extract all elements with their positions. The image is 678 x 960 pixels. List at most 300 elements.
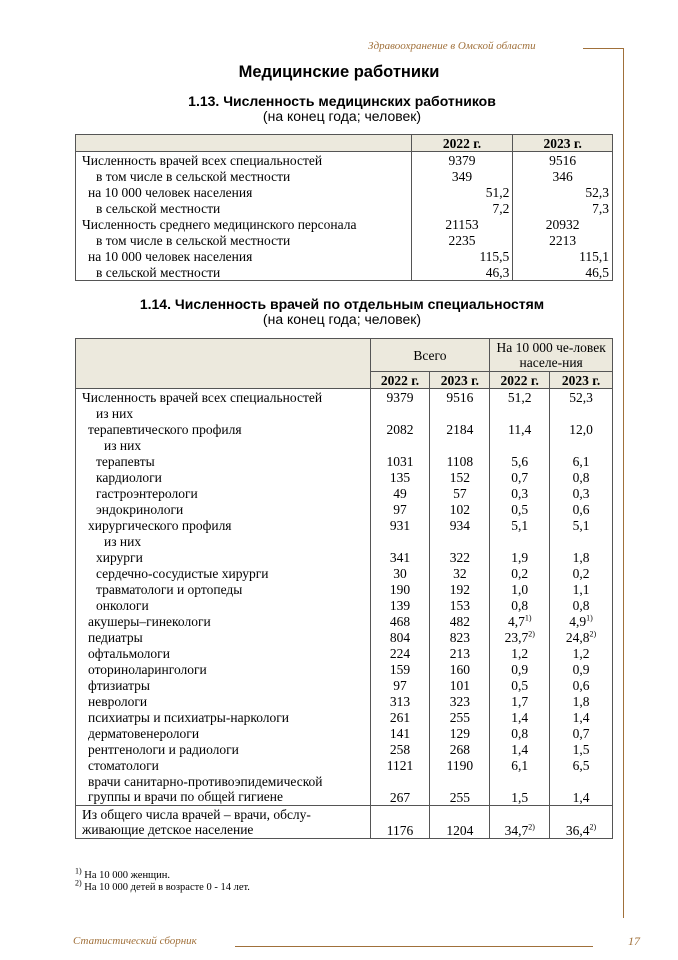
row-label: эндокринологи	[96, 501, 184, 517]
value-text: 129	[449, 725, 470, 741]
row-label: онкологи	[96, 597, 149, 613]
value-text: 153	[449, 597, 470, 613]
row-label: неврологи	[88, 693, 148, 709]
per10k-2023	[550, 469, 613, 485]
footnote-text: На 10 000 детей в возрасте 0 - 14 лет.	[81, 882, 250, 893]
value-text: 9516	[446, 389, 474, 405]
per10k-2023	[550, 501, 613, 517]
value-text: 0,3	[572, 485, 590, 501]
row-label: рентгенологи и радиологи	[88, 741, 239, 757]
total-2022	[370, 485, 430, 501]
per10k-2023	[550, 629, 613, 645]
row-label: Численность среднего медицинского персонала	[82, 216, 357, 232]
per10k-2023	[550, 389, 613, 406]
footnote-mark: 1)	[75, 866, 82, 876]
total-2022	[370, 549, 430, 565]
table-row	[76, 248, 613, 264]
value-text: 97	[393, 501, 407, 517]
value-text: 97	[393, 677, 407, 693]
value-text: 1,5	[572, 741, 590, 757]
value-text: 1031	[386, 453, 414, 469]
value-text: 0,5	[511, 501, 529, 517]
value-text: 101	[449, 677, 470, 693]
total-2023	[430, 389, 490, 406]
table-row	[76, 501, 613, 517]
value-text: 1,4	[572, 709, 590, 725]
value-2023: 115,1	[513, 248, 613, 264]
total-2023	[430, 581, 490, 597]
total-2023	[430, 629, 490, 645]
footnote-mark: 2)	[589, 822, 597, 832]
per10k-2022	[490, 677, 550, 693]
value-text: 323	[449, 693, 470, 709]
per10k-2023	[550, 597, 613, 613]
value-text: 1,9	[511, 549, 529, 565]
row-label: Численность врачей всех специальностей	[82, 152, 323, 168]
per10k-2022	[490, 469, 550, 485]
value-text: 5,6	[511, 453, 529, 469]
table-row	[76, 437, 613, 453]
value-text: 102	[449, 501, 470, 517]
footnote	[75, 866, 250, 882]
total-2022	[370, 757, 430, 773]
value-text: 255	[449, 709, 470, 725]
value-2022: 51,2	[411, 184, 513, 200]
doctors-by-specialty-table	[75, 338, 613, 839]
per10k-2022	[490, 421, 550, 437]
per10k-2023	[550, 806, 613, 839]
table1-title: 1.13. Численность медицинских работников	[188, 93, 496, 109]
table-row	[76, 216, 613, 232]
col-2023-header: 2023 г.	[513, 135, 613, 152]
table-row	[76, 453, 613, 469]
value-text: 24,8	[565, 629, 590, 645]
table-row	[76, 613, 613, 629]
row-label: хирурги	[96, 549, 143, 565]
total-2023	[430, 661, 490, 677]
footnote-mark: 2)	[528, 629, 535, 638]
row-label: Численность врачей всех специальностей	[82, 389, 323, 405]
value-text: 57	[453, 485, 467, 501]
value-text: 2082	[386, 421, 414, 437]
total-2022	[370, 565, 430, 581]
total-2022	[370, 613, 430, 629]
row-label: на 10 000 человек населения	[88, 248, 253, 264]
total-2022	[370, 629, 430, 645]
row-label: дерматовенерологи	[88, 725, 200, 741]
row-label-line: живающие детское население	[82, 822, 254, 837]
per10k-2023	[550, 421, 613, 437]
value-text: 6,1	[511, 757, 529, 773]
value-text: 804	[389, 629, 411, 645]
table-row	[76, 661, 613, 677]
value-text: 1,8	[572, 549, 590, 565]
page-number: 17	[628, 934, 640, 948]
value-text: 268	[449, 741, 470, 757]
row-label: в сельской местности	[96, 200, 221, 216]
value-2023: 2213	[513, 232, 613, 248]
value-text: 159	[389, 661, 411, 677]
value-2022: 349	[411, 168, 513, 184]
table-row	[76, 581, 613, 597]
value-text: 0,8	[511, 597, 529, 613]
value-2022: 2235	[411, 232, 513, 248]
value-text: 32	[453, 565, 467, 581]
per10k-2022	[490, 501, 550, 517]
page-border-rule	[623, 48, 624, 918]
per10k-2022	[490, 581, 550, 597]
per10k-2022	[490, 549, 550, 565]
per10k-2022	[490, 725, 550, 741]
value-text: 6,5	[572, 757, 590, 773]
total-2022	[370, 597, 430, 613]
row-label-line: Из общего числа врачей – врачи, обслу-	[82, 807, 311, 822]
value-text: 213	[449, 645, 470, 661]
total-2022	[370, 741, 430, 757]
per10k-2022	[490, 405, 550, 421]
table-row	[76, 549, 613, 565]
footnote-mark: 1)	[524, 613, 532, 622]
medical-workers-table	[75, 134, 613, 281]
per10k-2023	[550, 453, 613, 469]
row-label: кардиологи	[96, 469, 162, 485]
row-label: оториноларингологи	[88, 661, 207, 677]
total-2022	[370, 725, 430, 741]
per10k-2023	[550, 517, 613, 533]
total-2023	[430, 645, 490, 661]
footnote-mark: 2)	[75, 878, 82, 888]
per10k-2023	[550, 405, 613, 421]
value-text: 160	[449, 661, 470, 677]
total-2023: 1204	[430, 806, 490, 839]
row-label-line: врачи санитарно-противоэпидемической	[88, 774, 323, 789]
value-text: 1,0	[511, 581, 529, 597]
row-label: в сельской местности	[96, 264, 221, 280]
per10k-2023	[550, 437, 613, 453]
value-text: 1121	[386, 757, 414, 773]
per10k-2023	[550, 549, 613, 565]
per10k-2022	[490, 693, 550, 709]
total-2023	[430, 469, 490, 485]
table-row	[76, 485, 613, 501]
per10k-2023	[550, 661, 613, 677]
value-2022: 9379	[411, 152, 513, 169]
value-text: 4,9	[569, 613, 587, 629]
per10k-2022	[490, 453, 550, 469]
total-2023	[430, 501, 490, 517]
per10k-2022	[490, 741, 550, 757]
footnote	[75, 878, 250, 894]
value-text: 0,3	[511, 485, 529, 501]
value-2022: 115,5	[411, 248, 513, 264]
total-2023	[430, 549, 490, 565]
col-total-header: Всего	[370, 339, 490, 372]
total-2022	[370, 677, 430, 693]
value-2023: 52,3	[513, 184, 613, 200]
value-text: 0,6	[572, 677, 590, 693]
per10k-2022	[490, 709, 550, 725]
col-total-2023-header: 2023 г.	[430, 372, 490, 389]
value-2023: 20932	[513, 216, 613, 232]
header-blank-cell	[76, 135, 412, 152]
total-2023	[430, 517, 490, 533]
col-per10k-header: На 10 000 че-ловек населе-ния	[490, 339, 613, 372]
value-2022: 7,2	[411, 200, 513, 216]
per10k-2022	[490, 806, 550, 839]
total-2022	[370, 421, 430, 437]
table-row	[76, 264, 613, 281]
per10k-2023	[550, 677, 613, 693]
per10k-2022	[490, 437, 550, 453]
value-text: 0,7	[572, 725, 590, 741]
table-row	[76, 389, 613, 406]
total-2023	[430, 741, 490, 757]
footnotes	[75, 866, 250, 894]
value-text: 0,5	[511, 677, 529, 693]
row-label: терапевтического профиля	[88, 421, 242, 437]
table-row	[76, 677, 613, 693]
total-2022: 1176	[370, 806, 430, 839]
per10k-2022: 1,5	[490, 773, 550, 806]
value-text: 823	[449, 629, 470, 645]
per10k-2022	[490, 389, 550, 406]
total-2023	[430, 421, 490, 437]
value-text: 36,4	[565, 823, 590, 838]
per10k-2022	[490, 645, 550, 661]
table-row	[76, 405, 613, 421]
row-label: стоматологи	[88, 757, 159, 773]
table-row	[76, 629, 613, 645]
value-text: 135	[389, 469, 411, 485]
value-text: 313	[389, 693, 411, 709]
per10k-2023	[550, 581, 613, 597]
value-text: 4,7	[507, 613, 525, 629]
table-row	[76, 597, 613, 613]
total-2022	[370, 581, 430, 597]
col-total-2022-header: 2022 г.	[370, 372, 430, 389]
row-label: на 10 000 человек населения	[88, 184, 253, 200]
value-2023: 7,3	[513, 200, 613, 216]
total-2023	[430, 533, 490, 549]
table1-subtitle: (на конец года; человек)	[262, 108, 422, 124]
footer-title: Статистический сборник	[73, 935, 197, 947]
per10k-2023	[550, 741, 613, 757]
footnote-text: На 10 000 женщин.	[81, 870, 171, 881]
value-text: 1,1	[572, 581, 590, 597]
value-text: 2184	[446, 421, 474, 437]
table-row	[76, 645, 613, 661]
total-2022	[370, 693, 430, 709]
total-2023	[430, 757, 490, 773]
table2-title: 1.14. Численность врачей по отдельным специальностям	[139, 296, 545, 312]
table-header-row	[76, 339, 613, 372]
section-title: Медицинские работники	[238, 63, 440, 81]
header-blank-cell	[76, 339, 371, 389]
value-text: 482	[449, 613, 470, 629]
value-text: 322	[449, 549, 470, 565]
table-row	[76, 168, 613, 184]
value-text: 1,2	[511, 645, 529, 661]
per10k-2022	[490, 533, 550, 549]
header-rule	[583, 48, 624, 49]
value-2022: 46,3	[411, 264, 513, 281]
row-label: в том числе в сельской местности	[96, 168, 291, 184]
value-text: 1,8	[572, 693, 590, 709]
per10k-2023	[550, 613, 613, 629]
table-header-row	[76, 135, 613, 152]
row-label: сердечно-сосудистые хирурги	[96, 565, 269, 581]
footer-rule	[235, 946, 593, 947]
table-row	[76, 757, 613, 773]
value-text: 0,2	[572, 565, 590, 581]
total-2022	[370, 405, 430, 421]
table-row	[76, 773, 613, 806]
value-text: 190	[389, 581, 411, 597]
value-text: 6,1	[572, 453, 590, 469]
total-2022	[370, 389, 430, 406]
value-text: 468	[389, 613, 411, 629]
total-2023	[430, 725, 490, 741]
row-label: психиатры и психиатры-наркологи	[88, 709, 290, 725]
table-row	[76, 232, 613, 248]
value-text: 1,4	[511, 741, 529, 757]
table-row	[76, 709, 613, 725]
col-2022-header: 2022 г.	[411, 135, 513, 152]
value-text: 0,9	[511, 661, 529, 677]
total-2023	[430, 565, 490, 581]
table-row	[76, 152, 613, 169]
total-2022	[370, 501, 430, 517]
row-label: в том числе в сельской местности	[96, 232, 291, 248]
total-2022	[370, 645, 430, 661]
total-2023	[430, 405, 490, 421]
table-row	[76, 517, 613, 533]
table-row	[76, 741, 613, 757]
table-row	[76, 200, 613, 216]
col-per10k-2022-header: 2022 г.	[490, 372, 550, 389]
per10k-2023	[550, 757, 613, 773]
table2-subtitle: (на конец года; человек)	[262, 311, 422, 327]
table-row	[76, 565, 613, 581]
value-text: 1,2	[572, 645, 590, 661]
per10k-2023	[550, 533, 613, 549]
value-text: 0,8	[572, 469, 590, 485]
value-2023: 346	[513, 168, 613, 184]
per10k-2022	[490, 485, 550, 501]
value-text: 30	[393, 565, 407, 581]
value-text: 261	[389, 709, 411, 725]
value-text: 49	[393, 485, 407, 501]
row-label: хирургического профиля	[88, 517, 232, 533]
value-text: 224	[389, 645, 411, 661]
row-label: фтизиатры	[88, 677, 150, 693]
row-label	[76, 806, 371, 839]
total-2023: 255	[430, 773, 490, 806]
total-2023	[430, 613, 490, 629]
total-2022	[370, 453, 430, 469]
per10k-2023	[550, 645, 613, 661]
row-label-line: группы и врачи по общей гигиене	[88, 789, 284, 804]
value-text: 23,7	[504, 629, 529, 645]
per10k-2022	[490, 613, 550, 629]
value-text: 934	[449, 517, 470, 533]
table-row	[76, 725, 613, 741]
total-2022	[370, 533, 430, 549]
value-text: 152	[449, 469, 470, 485]
per10k-2023	[550, 565, 613, 581]
value-text: 1190	[446, 757, 474, 773]
table-row	[76, 806, 613, 839]
value-text: 52,3	[569, 389, 593, 405]
value-text: 258	[389, 741, 411, 757]
value-text: 1,7	[511, 693, 529, 709]
footnote-mark: 2)	[528, 822, 535, 832]
per10k-2022	[490, 757, 550, 773]
value-text: 0,9	[572, 661, 590, 677]
value-text: 0,8	[511, 725, 529, 741]
per10k-2023	[550, 725, 613, 741]
total-2023	[430, 709, 490, 725]
per10k-2022	[490, 661, 550, 677]
value-2023: 9516	[513, 152, 613, 169]
value-text: 11,4	[508, 421, 532, 437]
total-2023	[430, 437, 490, 453]
per10k-2023	[550, 709, 613, 725]
value-text: 341	[389, 549, 411, 565]
row-label: из них	[96, 405, 134, 421]
per10k-2022	[490, 517, 550, 533]
table-row	[76, 693, 613, 709]
total-2022	[370, 661, 430, 677]
row-label: терапевты	[96, 453, 155, 469]
value-text: 192	[449, 581, 470, 597]
row-label: акушеры–гинекологи	[88, 613, 211, 629]
value-2022: 21153	[411, 216, 513, 232]
total-2022	[370, 709, 430, 725]
value-text: 9379	[386, 389, 414, 405]
row-label	[76, 773, 371, 806]
col-per10k-2023-header: 2023 г.	[550, 372, 613, 389]
total-2023	[430, 597, 490, 613]
total-2022	[370, 517, 430, 533]
value-text: 1108	[446, 453, 474, 469]
total-2023	[430, 453, 490, 469]
row-label: из них	[104, 437, 142, 453]
running-header: Здравоохранение в Омской области	[368, 40, 536, 52]
per10k-2022	[490, 629, 550, 645]
per10k-2023	[550, 693, 613, 709]
value-text: 5,1	[511, 517, 529, 533]
value-text: 34,7	[504, 823, 529, 838]
total-2022	[370, 437, 430, 453]
value-text: 0,7	[511, 469, 529, 485]
row-label: травматологи и ортопеды	[96, 581, 243, 597]
value-text: 5,1	[572, 517, 590, 533]
value-text: 0,2	[511, 565, 529, 581]
value-text: 12,0	[569, 421, 593, 437]
per10k-2023: 1,4	[550, 773, 613, 806]
footnote-mark: 2)	[589, 629, 597, 638]
table-row	[76, 421, 613, 437]
value-2023: 46,5	[513, 264, 613, 281]
per10k-2022	[490, 597, 550, 613]
row-label: педиатры	[88, 629, 143, 645]
per10k-2022	[490, 565, 550, 581]
table2-body	[76, 389, 613, 774]
footnote-mark: 1)	[586, 613, 593, 622]
value-text: 141	[389, 725, 411, 741]
table-row	[76, 184, 613, 200]
